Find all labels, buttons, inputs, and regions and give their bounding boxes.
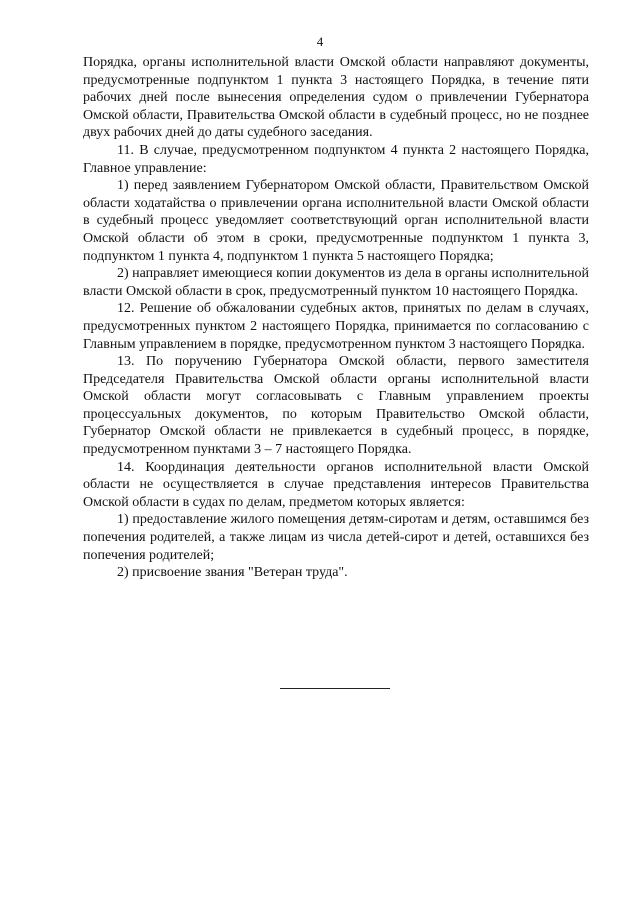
paragraph-item-13: 13. По поручению Губернатора Омской области, первого заместителя Председателя Правительства Омской области органы исполнительной власти Омской области могут согласовывать с Главным управлением проекты процессуальных документов, по которым Правительство Омской области, Губернатор Омской области не привлекается в судебный процесс, в порядке, предусмотренном пунктами 3 – 7 настоящего Порядка. (83, 354, 589, 458)
paragraph-item-11: 11. В случае, предусмотренном подпунктом 4 пункта 2 настоящего Порядка, Главное управление: (83, 142, 589, 176)
paragraph-item-14: 14. Координация деятельности органов исполнительной власти Омской области не осуществляется в случае представления интересов Правительства Омской области в судах по делам, предметом которых является: (83, 459, 589, 510)
document-body (83, 54, 589, 582)
paragraph-continuation: Порядка, органы исполнительной власти Омской области направляют документы, предусмотренные подпунктом 1 пункта 3 настоящего Порядка, в течение пяти рабочих дней после вынесения определения судом о привлечении Губернатора Омской области, Правительства Омской области в судебный процесс, но не позднее двух рабочих дней до даты судебного заседания. (83, 55, 589, 141)
paragraph-item-11-1: 1) перед заявлением Губернатором Омской области, Правительством Омской области ходатайства о привлечении органа исполнительной власти Омской области в судебный процесс уведомляет соответствующий орган исполнительной власти Омской области об этом в сроки, предусмотренные подпунктом 1 пункта 3, подпунктом 1 пункта 4, подпунктом 1 пункта 5 настоящего Порядка; (83, 178, 589, 264)
paragraph-item-14-2: 2) присвоение звания "Ветеран труда". (117, 565, 348, 581)
paragraph-item-11-2: 2) направляет имеющиеся копии документов из дела в органы исполнительной власти Омской области в срок, предусмотренный пунктом 10 настоящего Порядка. (83, 266, 590, 299)
paragraph-item-14-1: 1) предоставление жилого помещения детям-сиротам и детям, оставшимся без попечения родителей, а также лицам из числа детей-сирот и детей, оставшихся без попечения родителей; (83, 512, 589, 563)
page-number: 4 (316, 34, 324, 49)
closing-divider-line (280, 688, 390, 689)
paragraph-item-12: 12. Решение об обжаловании судебных актов, принятых по делам в случаях, предусмотренных пунктом 2 настоящего Порядка, принимается по согласованию с Главным управлением в порядке, предусмотренном пунктом 3 настоящего Порядка. (83, 301, 589, 352)
